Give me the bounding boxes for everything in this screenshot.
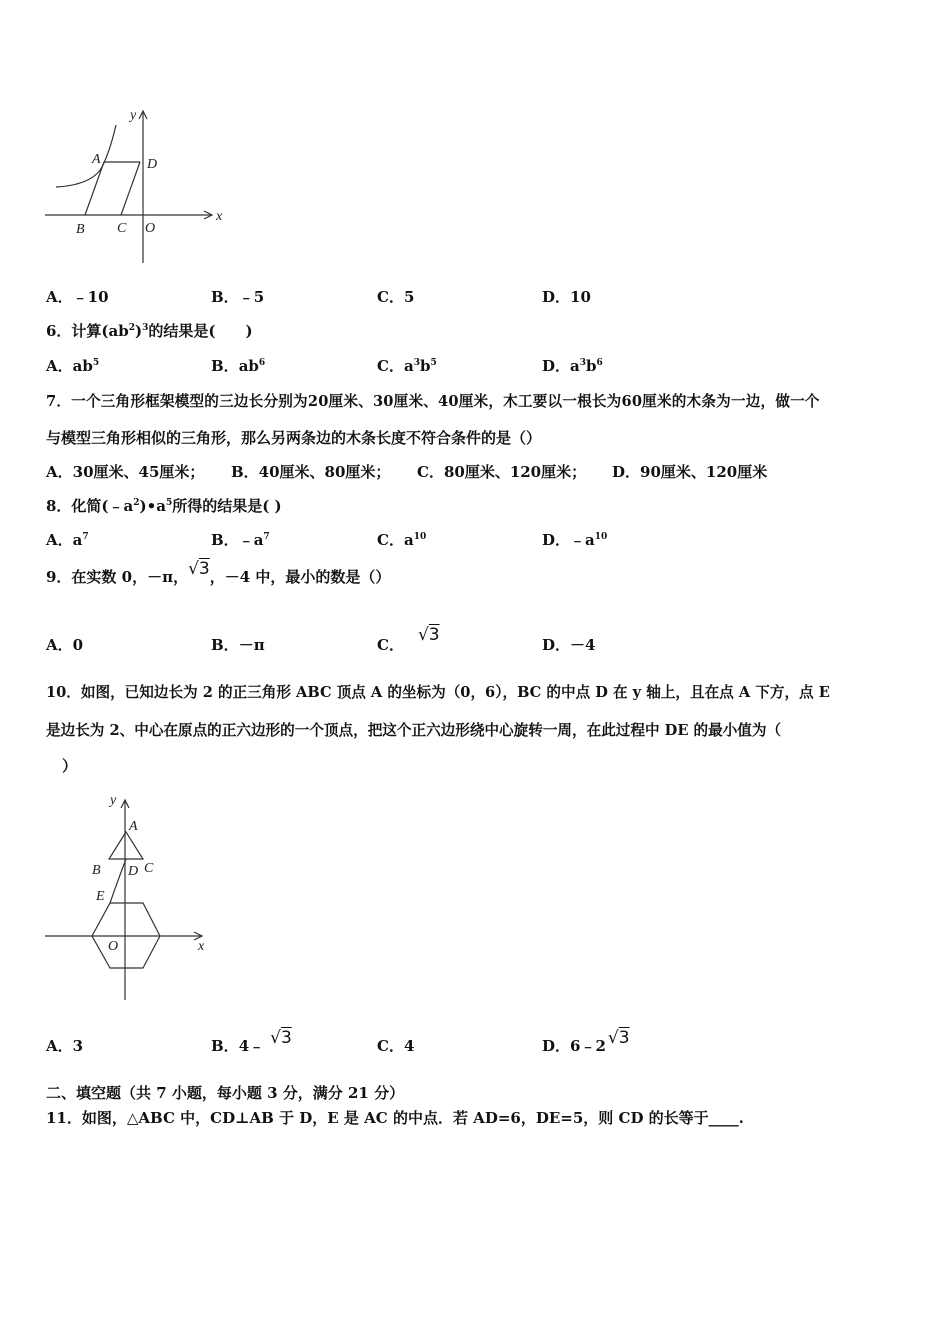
q5-label-o: O: [145, 221, 156, 236]
q5-label-d: D: [147, 157, 158, 172]
q10-figure: [40, 788, 220, 1003]
q9-option-c-sqrt: √3: [417, 625, 440, 645]
q10-stem-line1: 10．如图，已知边长为 2 的正三角形 ABC 顶点 A 的坐标为（0，6），BC 的中点 D 在 y 轴上，且在点 A 下方，点 E: [46, 684, 830, 701]
q10-label-y: y: [110, 793, 117, 808]
q8-option-d[interactable]: D．$﹣a^{10}$: [542, 531, 608, 549]
q10-label-a: A: [129, 819, 138, 834]
q5-figure: [40, 105, 240, 270]
q5-label-x: x: [216, 209, 223, 224]
q5-label-c: C: [117, 221, 127, 236]
q5-option-c[interactable]: C．5: [377, 288, 415, 306]
q9-option-c[interactable]: C． √3: [377, 625, 440, 654]
q9-option-d[interactable]: D．－4: [542, 636, 596, 654]
q7-stem-line1: 7．一个三角形框架模型的三边长分别为20厘米、30厘米、40厘米，木工要以一根长为60厘米的木条为一边，做一个: [46, 393, 820, 410]
q9-option-b[interactable]: B．－π: [211, 636, 265, 654]
q10-label-d: D: [128, 864, 139, 879]
q10-stem-line2: 是边长为 2、中心在原点的正六边形的一个顶点，把这个正六边形绕中心旋转一周，在此过程中 DE 的最小值为（: [46, 722, 782, 739]
q5-label-b: B: [76, 222, 85, 237]
q5-label-a: A: [92, 152, 101, 167]
q8-option-a[interactable]: A．$a^7$: [46, 531, 89, 549]
q6-option-c[interactable]: C．$a^3b^5$: [377, 357, 437, 375]
q10-stem-line3: ）: [62, 757, 78, 775]
q8-option-b[interactable]: B．$﹣a^7$: [211, 531, 270, 549]
q5-segment-dc: [121, 162, 140, 215]
q7-option-a[interactable]: A．30厘米、45厘米；: [46, 463, 205, 481]
q8-stem: 8．化简$(﹣a^2)•a^5$所得的结果是( ): [46, 497, 282, 515]
q8-option-c[interactable]: C．$a^{10}$: [377, 531, 427, 549]
q9-sqrt: √3: [188, 559, 210, 579]
q10-triangle-abc: [109, 832, 143, 859]
q6-stem: 6．计算$(ab^2)^3$的结果是( ): [46, 322, 253, 340]
q10-option-d-sqrt: √3: [607, 1028, 630, 1048]
q6-option-d[interactable]: D．$a^3b^6$: [542, 357, 603, 375]
q10-option-b-sqrt: √3: [270, 1028, 292, 1048]
q10-option-a[interactable]: A．3: [46, 1037, 84, 1055]
q10-option-c[interactable]: C．4: [377, 1037, 415, 1055]
q10-label-x: x: [198, 939, 205, 954]
q10-segment-de: [110, 859, 126, 903]
q6-option-b[interactable]: B．$ab^6$: [211, 357, 266, 375]
q5-option-a[interactable]: A．﹣10: [46, 288, 109, 306]
q5-hyperbola: [56, 125, 116, 187]
q10-label-b: B: [92, 863, 101, 878]
q10-label-c: C: [144, 861, 154, 876]
q10-label-o: O: [108, 939, 119, 954]
q9-option-a[interactable]: A．0: [46, 636, 84, 654]
q5-option-b[interactable]: B．﹣5: [211, 288, 265, 306]
section-title: 二、填空题（共 7 小题，每小题 3 分，满分 21 分）: [46, 1084, 405, 1102]
q6-option-a[interactable]: A．$ab^5$: [46, 357, 100, 375]
q10-option-d[interactable]: D．6﹣2 √3: [542, 1028, 630, 1055]
q9-stem: 9．在实数 0，－π，√3，－4 中，最小的数是（）: [46, 559, 391, 586]
q7-option-b[interactable]: B．40厘米、80厘米；: [231, 463, 391, 481]
q5-segment-ab: [85, 162, 104, 215]
q5-label-y: y: [130, 108, 137, 123]
q7-option-c[interactable]: C．80厘米、120厘米；: [417, 463, 587, 481]
q5-option-d[interactable]: D．10: [542, 288, 591, 306]
q7-stem-line2: 与模型三角形相似的三角形，那么另两条边的木条长度不符合条件的是（）: [46, 429, 542, 447]
q10-label-e: E: [96, 889, 105, 904]
q11-stem: 11．如图，△ABC 中，CD⊥AB 于 D，E 是 AC 的中点．若 AD=6，DE=5，则 CD 的长等于____.: [46, 1109, 744, 1127]
q10-option-b[interactable]: B．4﹣ √3: [211, 1028, 292, 1055]
q7-option-d[interactable]: D．90厘米、120厘米: [612, 463, 768, 481]
